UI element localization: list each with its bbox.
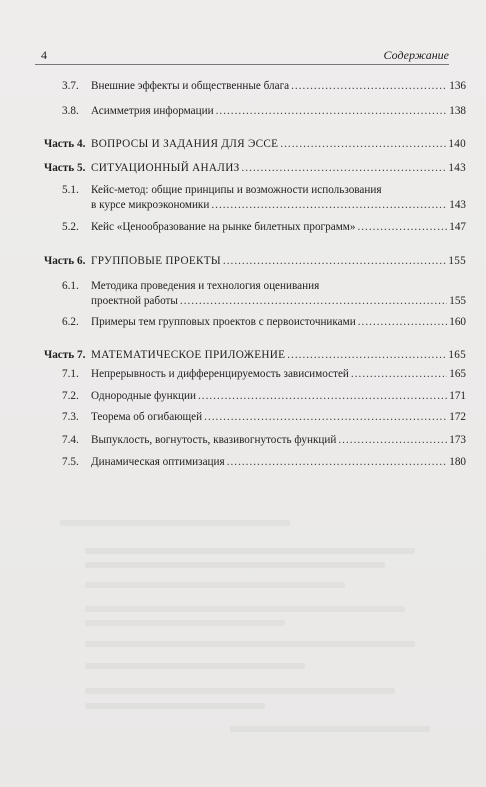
toc-entry-title: Выпуклость, вогнутость, квазивогнутость функций [91, 434, 337, 446]
toc-entry-text [91, 79, 466, 94]
toc-entry-title: МАТЕМАТИЧЕСКОЕ ПРИЛОЖЕНИЕ [91, 349, 286, 361]
toc-entry-title-line: Кейс-метод: общие принципы и возможности использования [91, 184, 382, 196]
toc-entry-line [91, 348, 466, 363]
dot-leader [227, 455, 448, 470]
toc-page-number: 165 [448, 349, 466, 361]
toc-entry-title: Кейс «Ценообразование на рынке билетных программ» [91, 221, 356, 233]
show-through [85, 688, 395, 694]
toc-page-number: 165 [449, 368, 466, 380]
toc-entry-line [91, 367, 466, 382]
toc-entry-title: проектной работы [91, 295, 178, 307]
dot-leader [223, 254, 446, 269]
dot-leader [241, 161, 446, 176]
toc-page-number: 160 [449, 316, 466, 328]
toc-entry-number: Часть 7. [44, 349, 86, 361]
toc-entry-title: Теорема об огибающей [91, 411, 203, 423]
show-through [85, 582, 345, 588]
toc-entry-title: в курсе микроэкономики [91, 199, 210, 211]
toc-entry-title: Однородные функции [91, 390, 196, 402]
toc-entry-number: 7.2. [62, 390, 79, 402]
toc-entry-number: 7.4. [62, 434, 79, 446]
running-header [35, 48, 449, 65]
show-through [85, 620, 285, 626]
toc-entry-text [91, 279, 466, 309]
show-through [230, 726, 430, 732]
toc-entry-line [91, 79, 466, 94]
toc-page-number: 143 [448, 162, 466, 174]
toc-entry-line [91, 410, 466, 425]
toc-entry-number: Часть 6. [44, 255, 86, 267]
dot-leader [358, 315, 448, 330]
show-through [85, 663, 305, 669]
toc-entry-text [91, 183, 466, 213]
toc-entry-number: 5.1. [62, 184, 79, 196]
toc-page-number: 140 [448, 138, 466, 150]
toc-entry-line [91, 389, 466, 404]
toc-page-number: 180 [449, 456, 466, 468]
toc-page-number: 143 [449, 199, 466, 211]
toc-page-number: 138 [449, 105, 466, 117]
page-number: 4 [41, 48, 47, 62]
dot-leader [338, 433, 447, 448]
toc-entry-line [91, 455, 466, 470]
toc-entry-number: 7.5. [62, 456, 79, 468]
toc-entry-title: Динамическая оптимизация [91, 456, 225, 468]
toc-entry-title: ВОПРОСЫ И ЗАДАНИЯ ДЛЯ ЭССЕ [91, 138, 279, 150]
toc-entry-number: 6.1. [62, 280, 79, 292]
dot-leader [287, 348, 446, 363]
toc-entry-number: 5.2. [62, 221, 79, 233]
toc-entry-line [91, 104, 466, 119]
toc-entry-line [91, 433, 466, 448]
toc-entry-line [91, 315, 466, 330]
toc-entry-number: 7.1. [62, 368, 79, 380]
toc-entry-title: Внешние эффекты и общественные блага [91, 80, 290, 92]
toc-page-number: 171 [449, 390, 466, 402]
toc-page-number: 147 [449, 221, 466, 233]
toc-entry-number: 3.7. [62, 80, 79, 92]
toc-entry-number: Часть 4. [44, 138, 86, 150]
toc-page-number: 173 [449, 434, 466, 446]
toc-entry-line [91, 161, 466, 176]
toc-page-number: 155 [448, 255, 466, 267]
toc-entry-line [91, 254, 466, 269]
show-through [85, 703, 265, 709]
toc-entry-number: Часть 5. [44, 162, 86, 174]
toc-entry-title: Непрерывность и дифференцируемость зависимостей [91, 368, 349, 380]
toc-entry-text [91, 161, 466, 176]
dot-leader [280, 137, 446, 152]
toc-entry-title: СИТУАЦИОННЫЙ АНАЛИЗ [91, 162, 240, 174]
toc-entry-title-line: Методика проведения и технология оценивания [91, 280, 320, 292]
toc-entry-line [91, 137, 466, 152]
dot-leader [211, 198, 447, 213]
toc-page-number: 136 [449, 80, 466, 92]
show-through [85, 606, 405, 612]
toc-entry-number: 7.3. [62, 411, 79, 423]
show-through [85, 562, 385, 568]
show-through [60, 520, 290, 526]
dot-leader [180, 294, 447, 309]
toc-page-number: 172 [449, 411, 466, 423]
dot-leader [291, 79, 447, 94]
dot-leader [357, 220, 447, 235]
toc-page-number: 155 [449, 295, 466, 307]
toc-entry-title: ГРУППОВЫЕ ПРОЕКТЫ [91, 255, 221, 267]
dot-leader [216, 104, 448, 119]
toc-entry-text [91, 254, 466, 269]
show-through [85, 548, 415, 554]
toc-entry-text [91, 389, 466, 404]
toc-entry-text [91, 433, 466, 448]
toc-entry-line [91, 198, 466, 213]
toc-entry-line [91, 220, 466, 235]
show-through [85, 641, 415, 647]
toc-entry-text [91, 410, 466, 425]
toc-entry-title: Асимметрия информации [91, 105, 214, 117]
toc-entry-text [91, 220, 466, 235]
running-title: Содержание [383, 48, 449, 62]
toc-entry-text [91, 367, 466, 382]
toc-entry-number: 3.8. [62, 105, 79, 117]
dot-leader [351, 367, 447, 382]
toc-entry-text [91, 315, 466, 330]
dot-leader [198, 389, 447, 404]
toc-entry-line [91, 294, 466, 309]
toc-entry-title: Примеры тем групповых проектов с первоисточниками [91, 316, 356, 328]
toc-entry-text [91, 104, 466, 119]
toc-entry-text [91, 348, 466, 363]
dot-leader [204, 410, 447, 425]
toc-entry-number: 6.2. [62, 316, 79, 328]
toc-entry-text [91, 455, 466, 470]
toc-entry-text [91, 137, 466, 152]
